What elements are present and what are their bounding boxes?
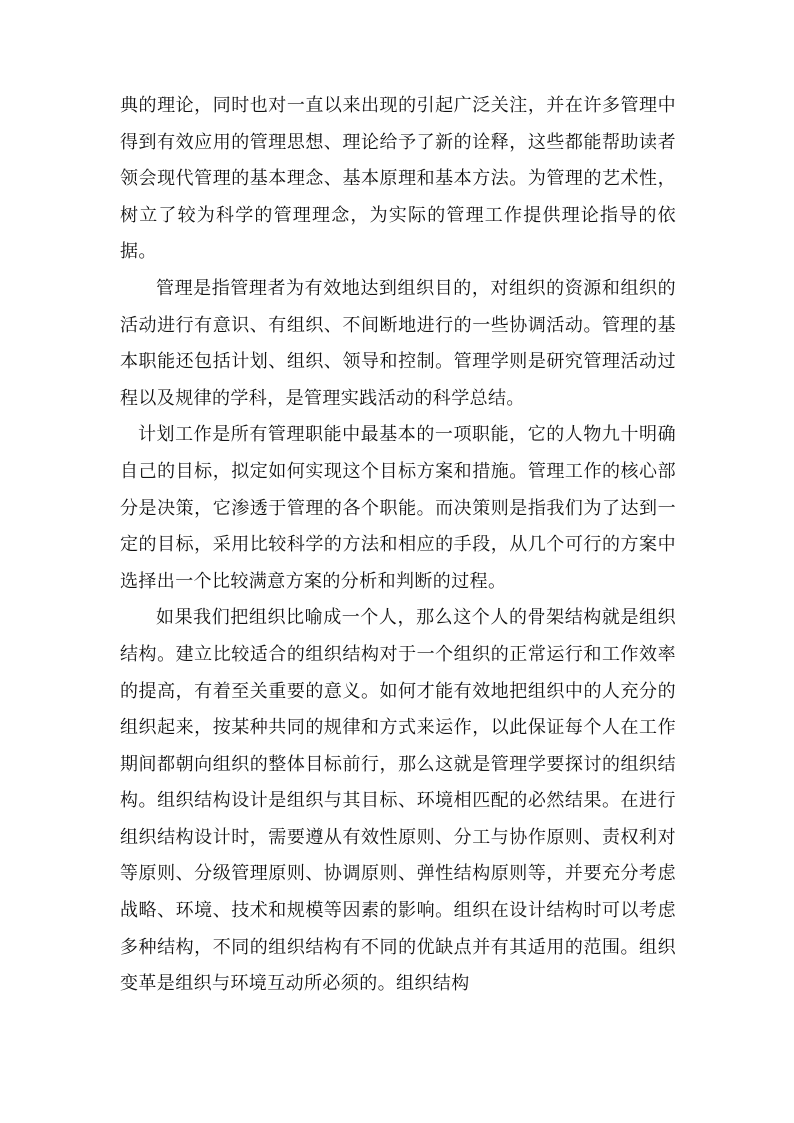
document-body	[120, 88, 676, 1003]
paragraph-3: 计划工作是所有管理职能中最基本的一项职能，它的人物九十明确自己的目标，拟定如何实现这个目标方案和措施。管理工作的核心部分是决策，它渗透于管理的各个职能。而决策则是指我们为了达到一定的目标，采用比较科学的方法和相应的手段，从几个可行的方案中选择出一个比较满意方案的分析和判断的过程。	[120, 424, 676, 592]
paragraph-1: 典的理论，同时也对一直以来出现的引起广泛关注，并在许多管理中得到有效应用的管理思想、理论给予了新的诠释，这些都能帮助读者领会现代管理的基本理念、基本原理和基本方法。为管理的艺术性，树立了较为科学的管理理念，为实际的管理工作提供理论指导的依据。	[120, 95, 676, 263]
paragraph-4: 如果我们把组织比喻成一个人，那么这个人的骨架结构就是组织结构。建立比较适合的组织结构对于一个组织的正常运行和工作效率的提高，有着至关重要的意义。如何才能有效地把组织中的人充分的组织起来，按某种共同的规律和方式来运作，以此保证每个人在工作期间都朝向组织的整体目标前行，那么这就是管理学要探讨的组织结构。组织结构设计是组织与其目标、环境相匹配的必然结果。在进行组织结构设计时，需要遵从有效性原则、分工与协作原则、责权利对等原则、分级管理原则、协调原则、弹性结构原则等，并要充分考虑战略、环境、技术和规模等因素的影响。组织在设计结构时可以考虑多种结构，不同的组织结构有不同的优缺点并有其适用的范围。组织变革是组织与环境互动所必须的。组织结构	[120, 607, 676, 995]
paragraph-2: 管理是指管理者为有效地达到组织目的，对组织的资源和组织的活动进行有意识、有组织、不间断地进行的一些协调活动。管理的基本职能还包括计划、组织、领导和控制。管理学则是研究管理活动过程以及规律的学科，是管理实践活动的科学总结。	[120, 277, 676, 409]
